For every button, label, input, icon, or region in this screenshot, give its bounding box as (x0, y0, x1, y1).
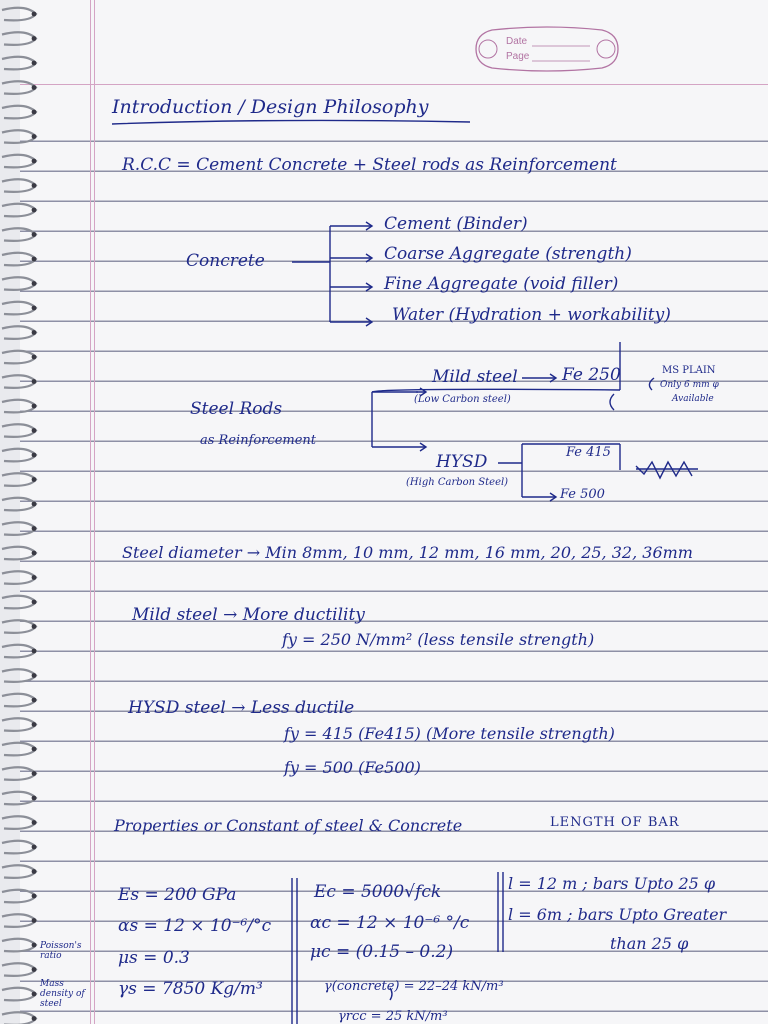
margin-line-right (94, 0, 95, 1024)
page-title: Introduction / Design Philosophy (112, 96, 429, 118)
spiral-hole (32, 600, 37, 605)
spiral-hole (32, 649, 37, 654)
rcc-definition: R.C.C = Cement Concrete + Steel rods as Reinforcement (122, 155, 617, 175)
spiral-hole (32, 208, 37, 213)
spiral-hole (32, 183, 37, 188)
spiral-ring (2, 890, 36, 903)
spiral-ring (2, 81, 36, 94)
mild-steel-label: Mild steel (432, 367, 518, 387)
spiral-hole (32, 771, 37, 776)
concrete-item-coarse-aggregate: Coarse Aggregate (strength) (384, 244, 632, 264)
spiral-hole (32, 502, 37, 507)
spiral-ring (2, 718, 36, 731)
spiral-ring (2, 155, 36, 168)
spiral-hole (32, 796, 37, 801)
spiral-hole (32, 722, 37, 727)
length-of-bar-heading: LENGTH OF BAR (550, 815, 680, 830)
spiral-hole (32, 673, 37, 678)
spiral-ring (2, 792, 36, 805)
spiral-hole (32, 747, 37, 752)
spiral-ring (2, 914, 36, 927)
spiral-hole (32, 110, 37, 115)
steel-rods-sublabel: as Reinforcement (200, 433, 317, 448)
bar-length-6m-continued: than 25 φ (610, 934, 689, 953)
spiral-ring (2, 253, 36, 266)
spiral-ring (2, 57, 36, 70)
grade-fe500: Fe 500 (560, 487, 605, 502)
spiral-ring (2, 351, 36, 364)
spiral-ring (2, 547, 36, 560)
mild-steel-fy: fy = 250 N/mm² (less tensile strength) (282, 630, 595, 649)
spiral-ring (2, 694, 36, 707)
spiral-hole (32, 61, 37, 66)
date-label: Date (506, 36, 528, 47)
mild-steel-grade: Fe 250 (562, 365, 621, 385)
date-page-stamp (472, 24, 622, 74)
spiral-ring (2, 498, 36, 511)
concrete-item-water: Water (Hydration + workability) (392, 305, 671, 325)
spiral-ring (2, 939, 36, 952)
concrete-prop-ec: Ec = 5000√fck (314, 882, 442, 902)
spiral-hole (32, 477, 37, 482)
concrete-item-fine-aggregate: Fine Aggregate (void filler) (384, 274, 619, 294)
spiral-binding (0, 0, 44, 1024)
mild-steel-note: (Low Carbon steel) (414, 394, 511, 405)
concrete-prop-gamma-rcc: γrcc = 25 kN/m³ (338, 1009, 448, 1024)
hysd-steel-fy-415: fy = 415 (Fe415) (More tensile strength) (284, 724, 615, 743)
spiral-ring (2, 32, 36, 45)
spiral-hole (32, 428, 37, 433)
spiral-ring (2, 669, 36, 682)
spiral-hole (32, 232, 37, 237)
spiral-ring (2, 8, 36, 21)
spiral-ring (2, 841, 36, 854)
spiral-ring (2, 596, 36, 609)
spiral-hole (32, 85, 37, 90)
spiral-ring (2, 204, 36, 217)
notebook-page (20, 0, 768, 1024)
concrete-prop-alpha: αc = 12 × 10⁻⁶ °/c (310, 913, 470, 933)
spiral-ring (2, 106, 36, 119)
spiral-ring (2, 865, 36, 878)
spiral-ring (2, 988, 36, 1001)
spiral-hole (32, 404, 37, 409)
spiral-ring (2, 375, 36, 388)
spiral-ring (2, 767, 36, 780)
ms-plain-label: MS PLAIN (662, 365, 716, 376)
spiral-ring (2, 424, 36, 437)
properties-heading: Properties or Constant of steel & Concrete (114, 816, 463, 835)
bar-length-6m: l = 6m ; bars Upto Greater (508, 905, 727, 924)
spiral-hole (32, 36, 37, 41)
spiral-hole (32, 820, 37, 825)
ms-plain-note-2: Available (672, 394, 714, 404)
spiral-ring (2, 963, 36, 976)
spiral-hole (32, 526, 37, 531)
hysd-steel-fy-500: fy = 500 (Fe500) (284, 758, 421, 777)
concrete-item-cement: Cement (Binder) (384, 214, 528, 234)
page-label: Page (506, 51, 530, 62)
spiral-ring (2, 571, 36, 584)
spiral-ring (2, 522, 36, 535)
spiral-hole (32, 306, 37, 311)
spiral-hole (32, 257, 37, 262)
spiral-hole (32, 453, 37, 458)
ms-plain-note-1: Only 6 mm φ (660, 380, 719, 390)
spiral-ring (2, 277, 36, 290)
concrete-label: Concrete (186, 251, 265, 271)
concrete-prop-mu: μc = (0.15 – 0.2) (310, 942, 454, 962)
spiral-ring (2, 620, 36, 633)
grade-fe415: Fe 415 (566, 445, 611, 460)
spiral-hole (32, 698, 37, 703)
spiral-ring (2, 179, 36, 192)
spiral-ring (2, 473, 36, 486)
spiral-hole (32, 12, 37, 17)
spiral-hole (32, 281, 37, 286)
spiral-hole (32, 551, 37, 556)
spiral-hole (32, 379, 37, 384)
steel-prop-es: Es = 200 GPa (118, 885, 237, 905)
hysd-steel-ductility: HYSD steel → Less ductile (128, 698, 355, 718)
spiral-ring (2, 1012, 36, 1024)
spiral-hole (32, 159, 37, 164)
spiral-hole (32, 943, 37, 948)
margin-note-poisson: Poisson's ratio (40, 941, 82, 961)
spiral-hole (32, 869, 37, 874)
spiral-ring (2, 816, 36, 829)
hysd-note: (High Carbon Steel) (406, 477, 509, 488)
header-rule (20, 84, 768, 85)
steel-rods-label: Steel Rods (190, 399, 283, 419)
spiral-hole (32, 134, 37, 139)
spiral-hole (32, 918, 37, 923)
margin-note-mass-density: Mass density of steel (40, 979, 85, 1009)
steel-prop-gamma: γs = 7850 Kg/m³ (118, 979, 263, 999)
spiral-ring (2, 449, 36, 462)
spiral-hole (32, 624, 37, 629)
spiral-ring (2, 326, 36, 339)
spiral-hole (32, 355, 37, 360)
spiral-hole (32, 967, 37, 972)
spiral-ring (2, 400, 36, 413)
spiral-hole (32, 894, 37, 899)
steel-diameter-line: Steel diameter → Min 8mm, 10 mm, 12 mm, 16 mm, 20, 25, 32, 36mm (122, 543, 693, 562)
spiral-ring (2, 302, 36, 315)
spiral-hole (32, 330, 37, 335)
spiral-ring (2, 228, 36, 241)
bar-length-12m: l = 12 m ; bars Upto 25 φ (508, 874, 716, 893)
spiral-hole (32, 575, 37, 580)
concrete-prop-gamma: γ(concrete) = 22–24 kN/m³ (324, 979, 504, 994)
spiral-hole (32, 992, 37, 997)
mild-steel-ductility: Mild steel → More ductility (132, 605, 365, 625)
spiral-ring (2, 130, 36, 143)
spiral-hole (32, 1016, 37, 1021)
margin-line-left (90, 0, 91, 1024)
spiral-hole (32, 845, 37, 850)
spiral-ring (2, 743, 36, 756)
spiral-ring (2, 645, 36, 658)
steel-prop-alpha: αs = 12 × 10⁻⁶/°c (118, 916, 272, 936)
steel-prop-mu: μs = 0.3 (118, 948, 190, 968)
hysd-label: HYSD (436, 452, 488, 472)
